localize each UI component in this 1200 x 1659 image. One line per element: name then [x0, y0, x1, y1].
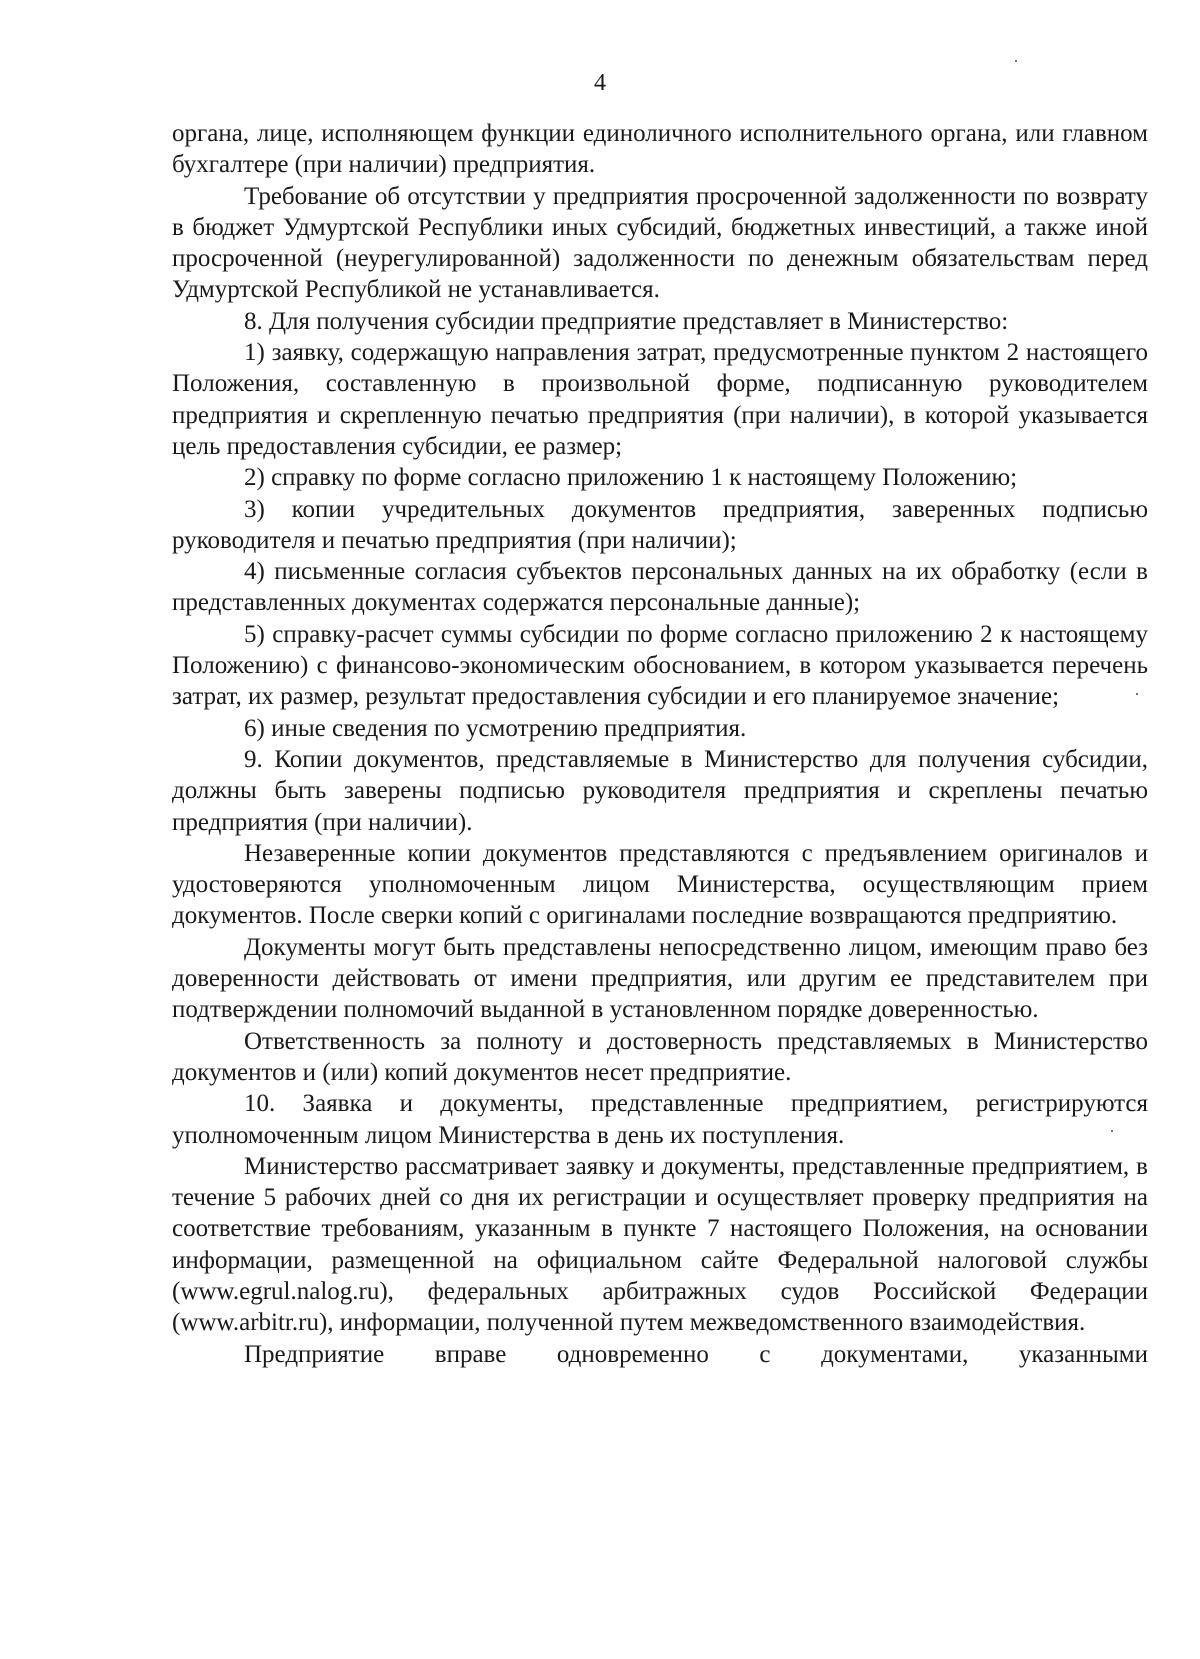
paragraph-debt-requirement: Требование об отсутствии у предприятия просроченной задолженности по возврату в бюджет Удмуртской Республики иных субсидий, бюджетных инвестиций, а также иной просроченной (неурегулированной) задолженности по денежным обязательствам перед Удмуртской Республикой не устанавливается. [172, 182, 1148, 304]
list-item-4-personal-data-consent: 4) письменные согласия субъектов персональных данных на их обработку (если в представленных документах содержатся персональные данные); [172, 558, 1148, 617]
scan-speck [1111, 1130, 1113, 1132]
document-body [172, 118, 1148, 1370]
paragraph-item-8: 8. Для получения субсидии предприятие представляет в Министерство: [244, 307, 1009, 335]
list-item-5-calculation: 5) справку-расчет суммы субсидии по форме согласно приложению 2 к настоящему Положению) с финансово-экономическим обоснованием, в котором указывается перечень затрат, их размер, результат предоставления субсидии и его планируемое значение; [172, 620, 1148, 711]
paragraph-review: Министерство рассматривает заявку и документы, представленные предприятием, в течение 5 рабочих дней со дня их регистрации и осуществляет проверку предприятия на соответствие требованиям, указанным в пункте 7 настоящего Положения, на основании информации, размещенной на официальном сайте Федеральной налоговой службы (www.egrul.nalog.ru), федеральных арбитражных судов Российской Федерации (www.arbitr.ru), информации, полученной путем межведомственного взаимодействия. [172, 1152, 1148, 1337]
list-item-6-other-info: 6) иные сведения по усмотрению предприятия. [244, 714, 747, 742]
paragraph-responsibility: Ответственность за полноту и достоверность представляемых в Министерство документов и (или) копий документов несет предприятие. [172, 1027, 1148, 1086]
paragraph-trailing: Предприятие вправе одновременно с документами, указанными [244, 1340, 1148, 1368]
paragraph-item-9: 9. Копии документов, представляемые в Министерство для получения субсидии, должны быть заверены подписью руководителя предприятия и скреплены печатью предприятия (при наличии). [172, 745, 1148, 836]
list-item-3-founding-documents: 3) копии учредительных документов предприятия, заверенных подписью руководителя и печатью предприятия (при наличии); [172, 495, 1148, 554]
list-item-2-certificate: 2) справку по форме согласно приложению 1 к настоящему Положению; [244, 464, 1018, 492]
scan-speck [1015, 60, 1017, 62]
list-item-1-application: 1) заявку, содержащую направления затрат, предусмотренные пунктом 2 настоящего Положения, составленную в произвольной форме, подписанную руководителем предприятия и скрепленную печатью предприятия (при наличии), в которой указывается цель предоставления субсидии, ее размер; [172, 339, 1148, 460]
paragraph-submission-method: Документы могут быть представлены непосредственно лицом, имеющим право без доверенности действовать от имени предприятия, или другим ее представителем при подтверждении полномочий выданной в установленном порядке доверенностью. [172, 933, 1148, 1024]
page-number: 4 [594, 70, 606, 96]
scan-speck [1136, 693, 1138, 695]
paragraph-continuation: органа, лице, исполняющем функции единоличного исполнительного органа, или главном бухгалтере (при наличии) предприятия. [172, 120, 1148, 179]
paragraph-item-10: 10. Заявка и документы, представленные предприятием, регистрируются уполномоченным лицом Министерства в день их поступления. [172, 1090, 1148, 1149]
paragraph-uncertified-copies: Незаверенные копии документов представляются с предъявлением оригиналов и удостоверяются уполномоченным лицом Министерства, осуществляющим прием документов. После сверки копий с оригиналами последние возвращаются предприятию. [172, 839, 1148, 930]
